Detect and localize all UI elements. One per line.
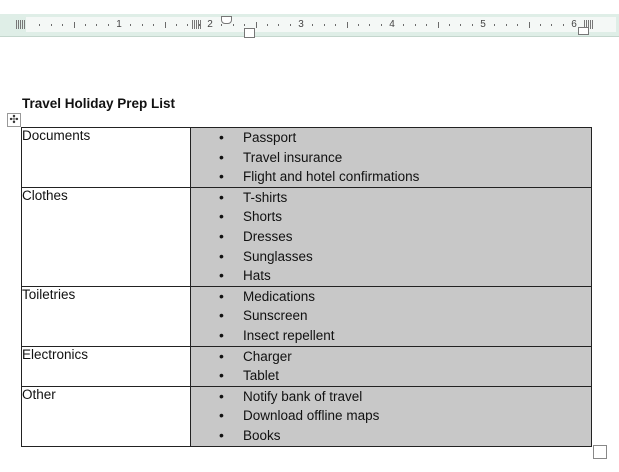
ruler-tick xyxy=(74,22,75,28)
first-line-indent-marker[interactable] xyxy=(221,16,232,24)
ruler-tick xyxy=(472,24,473,26)
prep-list-table-body xyxy=(22,128,592,447)
bullet-list xyxy=(191,387,591,446)
ruler-tick xyxy=(176,24,177,26)
list-item[interactable]: • Shorts xyxy=(219,207,591,227)
list-item[interactable]: • Passport xyxy=(219,128,591,148)
ruler-tick xyxy=(529,22,530,28)
list-item[interactable]: • Medications xyxy=(219,287,591,307)
horizontal-ruler[interactable] xyxy=(0,14,619,37)
table-resize-handle[interactable] xyxy=(593,445,607,459)
ruler-number-6: 6 xyxy=(571,19,577,30)
ruler-tick xyxy=(130,24,131,26)
ruler-tick xyxy=(540,24,541,26)
list-item[interactable]: • Sunscreen xyxy=(219,306,591,326)
ruler-tick xyxy=(85,24,86,26)
ruler-tick xyxy=(290,24,291,26)
bullet-list xyxy=(191,287,591,346)
ruler-tick xyxy=(221,24,222,26)
list-item[interactable]: • Flight and hotel confirmations xyxy=(219,167,591,187)
ruler-text-area xyxy=(26,17,616,32)
bullet-list xyxy=(191,188,591,286)
list-item[interactable]: • Sunglasses xyxy=(219,247,591,267)
ruler-tick xyxy=(233,24,234,26)
list-item[interactable]: • Travel insurance xyxy=(219,148,591,168)
ruler-tick xyxy=(324,24,325,26)
table-move-handle-icon[interactable]: ✣ xyxy=(7,113,21,127)
ruler-tick xyxy=(563,24,564,26)
ruler-tick xyxy=(369,24,370,26)
items-cell[interactable] xyxy=(191,386,592,446)
items-cell[interactable] xyxy=(191,128,592,188)
ruler-number-4: 4 xyxy=(389,19,395,30)
list-item[interactable]: • Hats xyxy=(219,266,591,286)
ruler-tick xyxy=(335,24,336,26)
ruler-tick xyxy=(438,22,439,28)
category-cell[interactable]: Documents xyxy=(22,128,191,188)
ruler-tick xyxy=(347,22,348,28)
list-item[interactable]: • T-shirts xyxy=(219,188,591,208)
table-row xyxy=(22,128,592,188)
hanging-indent-marker[interactable] xyxy=(244,28,255,38)
ruler-tick xyxy=(381,24,382,26)
ruler-tick xyxy=(312,24,313,26)
table-row xyxy=(22,346,592,386)
ruler-number-5: 5 xyxy=(480,19,486,30)
list-item[interactable]: • Download offline maps xyxy=(219,406,591,426)
prep-list-table[interactable] xyxy=(21,127,592,447)
ruler-tick xyxy=(142,24,143,26)
bullet-list xyxy=(191,128,591,187)
ruler-tick xyxy=(358,24,359,26)
table-row xyxy=(22,386,592,446)
ruler-number-1: 1 xyxy=(116,19,122,30)
ruler-tick xyxy=(256,22,257,28)
ruler-tick xyxy=(96,24,97,26)
ruler-tick xyxy=(278,24,279,26)
list-item[interactable]: • Notify bank of travel xyxy=(219,387,591,407)
right-indent-marker[interactable] xyxy=(578,27,589,35)
ruler-tick xyxy=(403,24,404,26)
ruler-tick xyxy=(51,24,52,26)
ruler-tick xyxy=(449,24,450,26)
bullet-list xyxy=(191,347,591,386)
ruler-tick xyxy=(460,24,461,26)
category-cell[interactable]: Other xyxy=(22,386,191,446)
ruler-tick xyxy=(494,24,495,26)
list-item[interactable]: • Tablet xyxy=(219,366,591,386)
ruler-tick xyxy=(165,22,166,28)
ruler-tick xyxy=(153,24,154,26)
ruler-tick xyxy=(426,24,427,26)
ruler-tick xyxy=(506,24,507,26)
table-column-marker-left[interactable] xyxy=(16,20,25,29)
list-item[interactable]: • Insect repellent xyxy=(219,326,591,346)
ruler-number-2: 2 xyxy=(207,19,213,30)
document-title[interactable]: Travel Holiday Prep List xyxy=(22,96,176,111)
ruler-number-3: 3 xyxy=(298,19,304,30)
list-item[interactable]: • Charger xyxy=(219,347,591,367)
items-cell[interactable] xyxy=(191,286,592,346)
list-item[interactable]: • Books xyxy=(219,426,591,446)
category-cell[interactable]: Electronics xyxy=(22,346,191,386)
table-row xyxy=(22,187,592,286)
table-column-marker-middle[interactable] xyxy=(192,20,201,29)
items-cell[interactable] xyxy=(191,346,592,386)
ruler-tick xyxy=(415,24,416,26)
ruler-tick xyxy=(62,24,63,26)
table-row xyxy=(22,286,592,346)
ruler-tick xyxy=(267,24,268,26)
ruler-tick xyxy=(187,24,188,26)
ruler-tick xyxy=(108,24,109,26)
list-item[interactable]: • Dresses xyxy=(219,227,591,247)
ruler-tick xyxy=(517,24,518,26)
ruler-tick xyxy=(551,24,552,26)
ruler-tick xyxy=(244,24,245,26)
ruler-tick xyxy=(39,24,40,26)
category-cell[interactable]: Clothes xyxy=(22,187,191,286)
items-cell[interactable] xyxy=(191,187,592,286)
category-cell[interactable]: Toiletries xyxy=(22,286,191,346)
